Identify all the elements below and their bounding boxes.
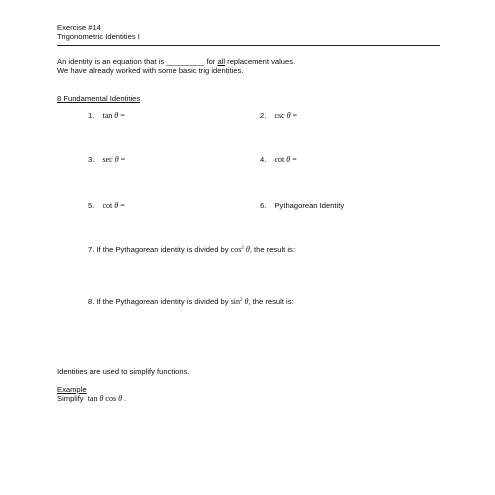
identity-item-3 xyxy=(88,155,125,164)
question-7 xyxy=(88,245,295,254)
identity-item-6 xyxy=(260,201,344,210)
item-number: 2. xyxy=(260,111,267,120)
equals-sign: = xyxy=(118,201,125,210)
question-8 xyxy=(88,297,294,306)
example-period: . xyxy=(124,394,127,403)
intro-text-end: replacement values. xyxy=(225,57,296,66)
trig-function: cot xyxy=(102,201,113,210)
question-text-end: , the result is: xyxy=(248,297,294,306)
trig-function: cot xyxy=(274,155,285,164)
trig-function: cos xyxy=(105,394,117,403)
note-text: Identities are used to simplify functions. xyxy=(57,367,190,376)
theta-symbol: θ xyxy=(114,111,119,120)
item-number: 4. xyxy=(260,155,267,164)
question-text: 8. If the Pythagorean identity is divided by xyxy=(88,297,231,306)
section-title: 8 Fundamental Identities xyxy=(57,94,141,103)
exponent: 2 xyxy=(241,246,244,251)
item-number: 1. xyxy=(88,111,95,120)
trig-function: sec xyxy=(102,155,113,164)
question-text-end: , the result is: xyxy=(249,245,295,254)
trig-function: cos xyxy=(230,245,242,254)
intro-line-1 xyxy=(57,57,295,66)
theta-symbol: θ xyxy=(118,394,123,403)
item-number: 6. xyxy=(260,201,267,210)
intro-text-start: An identity is an equation that is xyxy=(57,57,167,66)
identity-item-2 xyxy=(260,111,297,120)
example-heading: Example xyxy=(57,385,87,394)
header-divider xyxy=(57,45,440,46)
identity-item-1 xyxy=(88,111,125,120)
question-text: 7. If the Pythagorean identity is divided by xyxy=(88,245,231,254)
theta-symbol: θ xyxy=(244,297,249,306)
exponent: 2 xyxy=(240,298,243,303)
trig-function: sin xyxy=(230,297,241,306)
fill-in-blank: _________ xyxy=(166,57,205,66)
theta-symbol: θ xyxy=(114,155,119,164)
theta-symbol: θ xyxy=(286,155,291,164)
example-prompt xyxy=(57,394,126,403)
page-title: Trigonometric Identities I xyxy=(57,32,140,41)
intro-text-mid: for xyxy=(204,57,218,66)
item-number: 3. xyxy=(88,155,95,164)
example-text: Simplify xyxy=(57,394,86,403)
trig-function: csc xyxy=(274,111,285,120)
theta-symbol: θ xyxy=(245,245,250,254)
equals-sign: = xyxy=(290,155,297,164)
theta-symbol: θ xyxy=(286,111,291,120)
trig-function: tan xyxy=(102,111,113,120)
identity-item-4 xyxy=(260,155,297,164)
item-number: 5. xyxy=(88,201,95,210)
identity-item-5 xyxy=(88,201,125,210)
intro-emphasis-all: all xyxy=(217,57,226,66)
equals-sign: = xyxy=(118,155,126,164)
equals-sign: = xyxy=(290,111,298,120)
intro-line-2: We have already worked with some basic trig identities. xyxy=(57,66,244,75)
equals-sign: = xyxy=(118,111,125,120)
theta-symbol: θ xyxy=(114,201,119,210)
exercise-number: Exercise #14 xyxy=(57,23,101,32)
pythagorean-identity-label: Pythagorean Identity xyxy=(274,201,345,210)
theta-symbol: θ xyxy=(99,394,104,403)
trig-function: tan xyxy=(87,394,98,403)
